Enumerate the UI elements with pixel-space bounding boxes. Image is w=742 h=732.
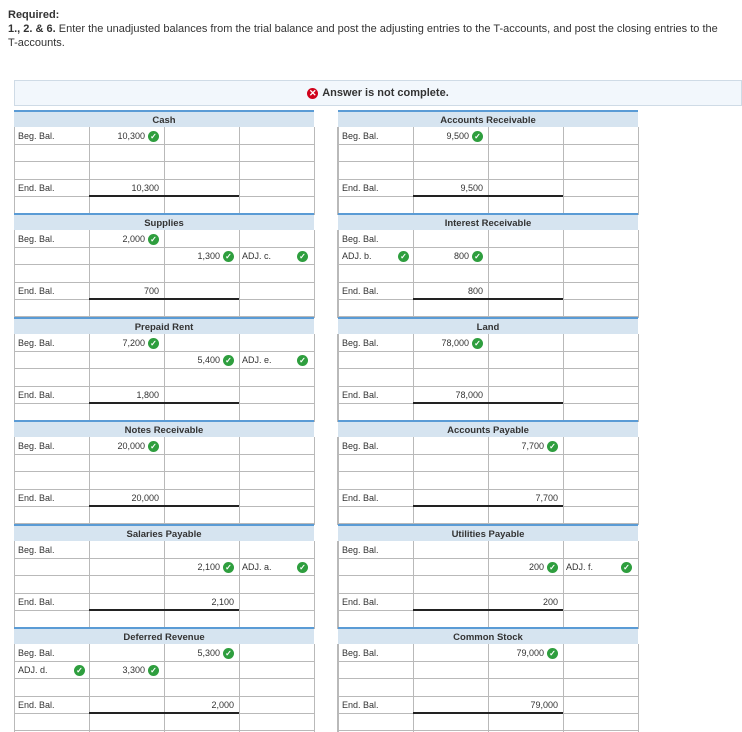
check-icon: ✓ (148, 338, 159, 349)
total-line (164, 505, 239, 507)
adj-debit-field-value: 3,300 (122, 665, 145, 676)
check-icon: ✓ (297, 355, 308, 366)
t-account-accounts-payable (338, 420, 638, 523)
adj-credit-field-value: 2,100 (197, 562, 220, 573)
end-bal-label-text: End. Bal. (18, 699, 55, 710)
column-separator (314, 437, 338, 525)
check-icon: ✓ (398, 251, 409, 262)
beg-bal-label (342, 648, 379, 658)
adj-credit-field[interactable] (164, 251, 234, 262)
beg-debit-field-value: 2,000 (122, 234, 145, 244)
beg-bal-label (342, 338, 379, 348)
check-icon: ✓ (472, 251, 483, 262)
beg-bal-label-text: Beg. Bal. (342, 234, 379, 244)
beg-bal-label-text: Beg. Bal. (18, 545, 55, 555)
total-line (89, 712, 164, 714)
column-separator (314, 127, 338, 215)
adj-label (242, 355, 272, 365)
end-bal-label (18, 493, 55, 503)
t-account-supplies (14, 213, 314, 316)
total-line (164, 609, 239, 611)
account-title: Accounts Payable (338, 420, 638, 437)
end-bal-label (18, 286, 55, 296)
grid-line (488, 127, 489, 215)
end-bal-label (342, 390, 379, 400)
check-icon: ✓ (223, 648, 234, 659)
adj-label (242, 251, 271, 261)
beg-debit-field-value: 78,000 (441, 338, 469, 348)
beg-bal-label (342, 234, 379, 244)
grid-line (563, 437, 564, 525)
column-separator (314, 541, 338, 629)
adj-debit-field[interactable] (89, 665, 159, 676)
total-line (488, 402, 563, 404)
grid-line (638, 127, 639, 215)
end-credit-field-value: 200 (542, 596, 558, 607)
end-debit-field[interactable] (89, 390, 159, 400)
beg-bal-label (342, 131, 379, 141)
grid-line (14, 437, 15, 525)
beg-bal-label-text: Beg. Bal. (18, 441, 55, 451)
total-line (413, 609, 488, 611)
total-line (413, 195, 488, 197)
adj-label-text: ADJ. b. (342, 251, 372, 262)
adj-debit-field-value: 800 (453, 251, 469, 262)
total-line (488, 609, 563, 611)
check-icon: ✓ (74, 665, 85, 676)
adj-label (342, 251, 372, 261)
end-debit-field[interactable] (89, 493, 159, 503)
beg-bal-label-text: Beg. Bal. (18, 234, 55, 244)
check-icon: ✓ (547, 562, 558, 573)
beg-debit-field[interactable] (89, 338, 159, 349)
end-bal-label-text: End. Bal. (342, 699, 379, 710)
required-label: Required: (8, 9, 60, 21)
end-debit-field-value: 9,500 (460, 182, 483, 193)
end-debit-field-value: 10,300 (131, 182, 159, 193)
grid-line (239, 541, 240, 629)
instruction-text: Enter the unadjusted balances from the trial balance and post the adjusting entries to the T-accounts, and post the closing entries to the T-accounts. (8, 23, 718, 49)
beg-bal-label-text: Beg. Bal. (342, 441, 379, 451)
end-debit-field-value: 78,000 (455, 389, 483, 400)
grid-line (14, 644, 15, 732)
total-line (488, 298, 563, 300)
instruction-line (8, 22, 728, 50)
adj-credit-field-value: 200 (528, 562, 544, 573)
t-account-prepaid-rent (14, 317, 314, 420)
total-line (164, 195, 239, 197)
t-account-interest-receivable (338, 213, 638, 316)
end-credit-field-value: 2,000 (211, 699, 234, 710)
check-icon: ✓ (297, 562, 308, 573)
end-credit-field[interactable] (488, 597, 558, 607)
end-debit-field[interactable] (413, 286, 483, 296)
t-account-utilities-payable (338, 524, 638, 627)
end-debit-field[interactable] (413, 183, 483, 193)
answer-status-bar (14, 80, 742, 106)
grid-line (638, 541, 639, 629)
grid-line (164, 541, 165, 629)
end-bal-label-text: End. Bal. (18, 596, 55, 607)
instruction-number: 1., 2. & 6. (8, 23, 56, 35)
end-credit-field[interactable] (488, 493, 558, 503)
check-icon: ✓ (148, 234, 159, 245)
end-debit-field[interactable] (89, 183, 159, 193)
end-bal-label-text: End. Bal. (18, 492, 55, 503)
grid-line (164, 230, 165, 318)
beg-bal-label-text: Beg. Bal. (342, 131, 379, 141)
grid-line (89, 541, 90, 629)
total-line (413, 402, 488, 404)
end-bal-label (342, 493, 379, 503)
total-line (164, 712, 239, 714)
end-bal-label-text: End. Bal. (342, 596, 379, 607)
beg-debit-field[interactable] (413, 131, 483, 142)
grid-line (563, 127, 564, 215)
end-bal-label (342, 183, 379, 193)
total-line (164, 298, 239, 300)
account-title: Notes Receivable (14, 420, 314, 437)
grid-line (488, 334, 489, 422)
beg-bal-label-text: Beg. Bal. (18, 338, 55, 348)
beg-bal-label (18, 648, 55, 658)
end-bal-label-text: End. Bal. (18, 389, 55, 400)
grid-line (14, 334, 15, 422)
end-debit-field-value: 700 (143, 285, 159, 296)
adj-label-text: ADJ. d. (18, 665, 48, 676)
total-line (89, 195, 164, 197)
t-account-land (338, 317, 638, 420)
beg-bal-label-text: Beg. Bal. (342, 648, 379, 658)
end-debit-field[interactable] (413, 390, 483, 400)
account-title: Cash (14, 110, 314, 127)
check-icon: ✓ (223, 355, 234, 366)
t-account-notes-receivable (14, 420, 314, 523)
grid-line (338, 334, 339, 422)
t-account-cash (14, 110, 314, 213)
check-icon: ✓ (297, 251, 308, 262)
check-icon: ✓ (148, 441, 159, 452)
beg-debit-field-value: 20,000 (117, 441, 145, 451)
check-icon: ✓ (223, 251, 234, 262)
check-icon: ✓ (547, 648, 558, 659)
instructions (8, 8, 728, 50)
grid-line (413, 230, 414, 318)
grid-line (14, 541, 15, 629)
adj-credit-field[interactable] (488, 562, 558, 573)
grid-line (338, 230, 339, 318)
t-account-deferred-revenue (14, 627, 314, 730)
grid-line (638, 437, 639, 525)
beg-bal-label-text: Beg. Bal. (342, 338, 379, 348)
grid-line (14, 127, 15, 215)
end-bal-label (342, 700, 379, 710)
grid-line (563, 334, 564, 422)
end-bal-label-text: End. Bal. (18, 182, 55, 193)
grid-line (488, 541, 489, 629)
account-title: Common Stock (338, 627, 638, 644)
account-title: Prepaid Rent (14, 317, 314, 334)
beg-bal-label-text: Beg. Bal. (18, 648, 55, 658)
adj-label (566, 562, 593, 572)
check-icon: ✓ (621, 562, 632, 573)
beg-bal-label (18, 545, 55, 555)
beg-bal-label (342, 441, 379, 451)
t-account-common-stock (338, 627, 638, 730)
end-debit-field-value: 800 (467, 285, 483, 296)
grid-line (239, 230, 240, 318)
beg-debit-field[interactable] (413, 338, 483, 349)
beg-debit-field[interactable] (89, 441, 159, 452)
end-credit-field-value: 2,100 (211, 596, 234, 607)
adj-label-text: ADJ. e. (242, 355, 272, 366)
beg-bal-label (18, 131, 55, 141)
end-bal-label (342, 286, 379, 296)
beg-debit-field-value: 9,500 (446, 131, 469, 141)
total-line (413, 712, 488, 714)
end-debit-field-value: 1,800 (136, 389, 159, 400)
beg-bal-label (18, 441, 55, 451)
end-credit-field-value: 7,700 (535, 492, 558, 503)
grid-line (638, 230, 639, 318)
beg-bal-label (18, 234, 55, 244)
beg-credit-field[interactable] (164, 648, 234, 659)
end-bal-label (18, 700, 55, 710)
adj-label (18, 665, 48, 675)
adj-debit-field[interactable] (413, 251, 483, 262)
total-line (413, 298, 488, 300)
beg-bal-label (18, 338, 55, 348)
beg-credit-field-value: 7,700 (521, 441, 544, 451)
t-account-salaries-payable (14, 524, 314, 627)
total-line (89, 609, 164, 611)
account-title: Land (338, 317, 638, 334)
total-line (89, 505, 164, 507)
beg-credit-field-value: 5,300 (197, 648, 220, 658)
check-icon: ✓ (472, 338, 483, 349)
error-x-icon: ✕ (308, 87, 317, 98)
total-line (164, 402, 239, 404)
total-line (488, 505, 563, 507)
column-separator (314, 644, 338, 732)
grid-line (164, 127, 165, 215)
account-title: Interest Receivable (338, 213, 638, 230)
beg-bal-label-text: Beg. Bal. (342, 545, 379, 555)
beg-debit-field-value: 7,200 (122, 338, 145, 348)
grid-line (488, 230, 489, 318)
grid-line (413, 541, 414, 629)
grid-line (239, 644, 240, 732)
column-separator (314, 334, 338, 422)
grid-line (413, 644, 414, 732)
check-icon: ✓ (148, 131, 159, 142)
grid-line (239, 127, 240, 215)
check-icon: ✓ (547, 441, 558, 452)
beg-credit-field[interactable] (488, 648, 558, 659)
total-line (488, 195, 563, 197)
grid-line (638, 334, 639, 422)
grid-line (563, 644, 564, 732)
grid-line (638, 644, 639, 732)
adj-label-text: ADJ. a. (242, 562, 272, 573)
account-title: Accounts Receivable (338, 110, 638, 127)
grid-line (563, 541, 564, 629)
grid-line (239, 437, 240, 525)
adj-label (242, 562, 272, 572)
end-bal-label (18, 183, 55, 193)
adj-credit-field-value: 1,300 (197, 251, 220, 262)
total-line (488, 712, 563, 714)
check-icon: ✓ (148, 665, 159, 676)
account-title: Deferred Revenue (14, 627, 314, 644)
end-bal-label (18, 390, 55, 400)
grid-line (239, 334, 240, 422)
beg-debit-field-value: 10,300 (117, 131, 145, 141)
adj-credit-field[interactable] (164, 355, 234, 366)
total-line (89, 402, 164, 404)
beg-bal-label-text: Beg. Bal. (18, 131, 55, 141)
grid-line (14, 230, 15, 318)
end-bal-label (18, 597, 55, 607)
beg-debit-field[interactable] (89, 234, 159, 245)
account-title: Salaries Payable (14, 524, 314, 541)
beg-credit-field-value: 79,000 (516, 648, 544, 658)
grid-line (338, 644, 339, 732)
end-bal-label-text: End. Bal. (342, 492, 379, 503)
t-account-accounts-receivable (338, 110, 638, 213)
beg-credit-field[interactable] (488, 441, 558, 452)
grid-line (89, 644, 90, 732)
grid-line (563, 230, 564, 318)
end-bal-label-text: End. Bal. (342, 182, 379, 193)
end-bal-label-text: End. Bal. (342, 389, 379, 400)
beg-debit-field[interactable] (89, 131, 159, 142)
total-line (413, 505, 488, 507)
end-credit-field[interactable] (488, 700, 558, 710)
beg-bal-label (342, 545, 379, 555)
end-credit-field[interactable] (164, 597, 234, 607)
total-line (89, 298, 164, 300)
adj-credit-field-value: 5,400 (197, 355, 220, 366)
grid-line (338, 437, 339, 525)
check-icon: ✓ (223, 562, 234, 573)
grid-line (338, 541, 339, 629)
adj-label-text: ADJ. c. (242, 251, 272, 262)
end-debit-field-value: 20,000 (131, 492, 159, 503)
grid-line (164, 437, 165, 525)
end-credit-field-value: 79,000 (530, 699, 558, 710)
grid-line (413, 437, 414, 525)
end-credit-field[interactable] (164, 700, 234, 710)
end-bal-label (342, 597, 379, 607)
adj-credit-field[interactable] (164, 562, 234, 573)
end-bal-label-text: End. Bal. (342, 285, 379, 296)
account-title: Supplies (14, 213, 314, 230)
grid-line (164, 334, 165, 422)
grid-line (338, 127, 339, 215)
check-icon: ✓ (472, 131, 483, 142)
adj-label-text: ADJ. f. (566, 562, 594, 573)
account-title: Utilities Payable (338, 524, 638, 541)
end-debit-field[interactable] (89, 286, 159, 296)
answer-status-text: Answer is not complete. (322, 87, 449, 99)
column-separator (314, 230, 338, 318)
end-bal-label-text: End. Bal. (18, 285, 55, 296)
